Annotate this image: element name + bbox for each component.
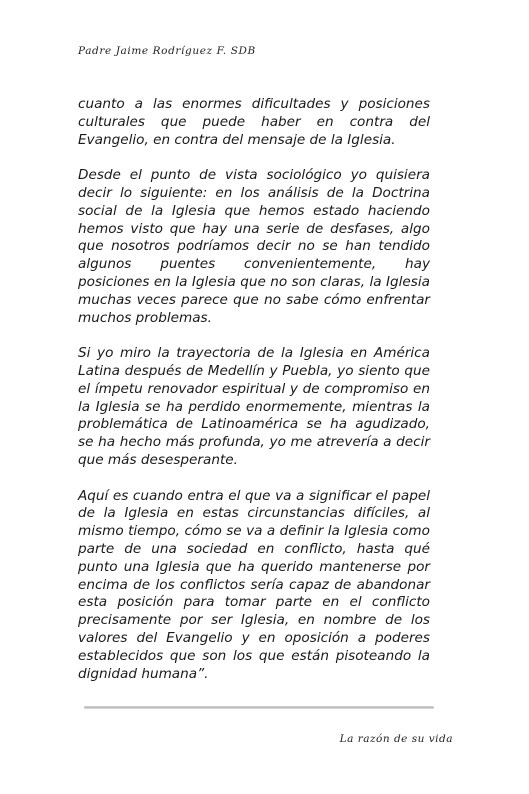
paragraph: Si yo miro la trayectoria de la Iglesia en América Latina después de Medellín y Puebla, yo siento que el ímpetu renovador espiritual y de compromiso en la Iglesia se ha perdido enormemente, mientras la problemática de Latinoamérica se ha agudizado, se ha hecho más profunda, yo me atrevería a decir que más desesperante.	[78, 345, 430, 468]
paragraph: Desde el punto de vista sociológico yo quisiera decir lo siguiente: en los análisis de la Doctrina social de la Iglesia que hemos estado haciendo hemos visto que hay una serie de desfases, algo que nosotros podríamos decir no se han tendido algunos puentes convenientemente, hay posiciones en la Iglesia que no son claras, la Iglesia muchas veces parece que no sabe cómo enfrentar muchos problemas.	[78, 167, 430, 326]
running-footer-book-title: La razón de su vida	[339, 733, 453, 745]
paragraph: cuanto a las enormes dificultades y posiciones culturales que puede haber en contra del Evangelio, en contra del mensaje de la Iglesia.	[78, 96, 430, 148]
footer-divider	[84, 706, 434, 709]
paragraph: Aquí es cuando entra el que va a significar el papel de la Iglesia en estas circunstancias difíciles, al mismo tiempo, cómo se va a definir la Iglesia como parte de una sociedad en conflicto, hasta qué punto una Iglesia que ha querido mantenerse por encima de los conflictos sería capaz de abandonar esta posición para tomar parte en el conflicto precisamente por ser Iglesia, en nombre de los valores del Evangelio y en oposición a poderes establecidos que son los que están pisoteando la dignidad humana”.	[78, 487, 430, 682]
running-header-author: Padre Jaime Rodríguez F. SDB	[78, 45, 256, 57]
page-body-text	[78, 96, 430, 701]
